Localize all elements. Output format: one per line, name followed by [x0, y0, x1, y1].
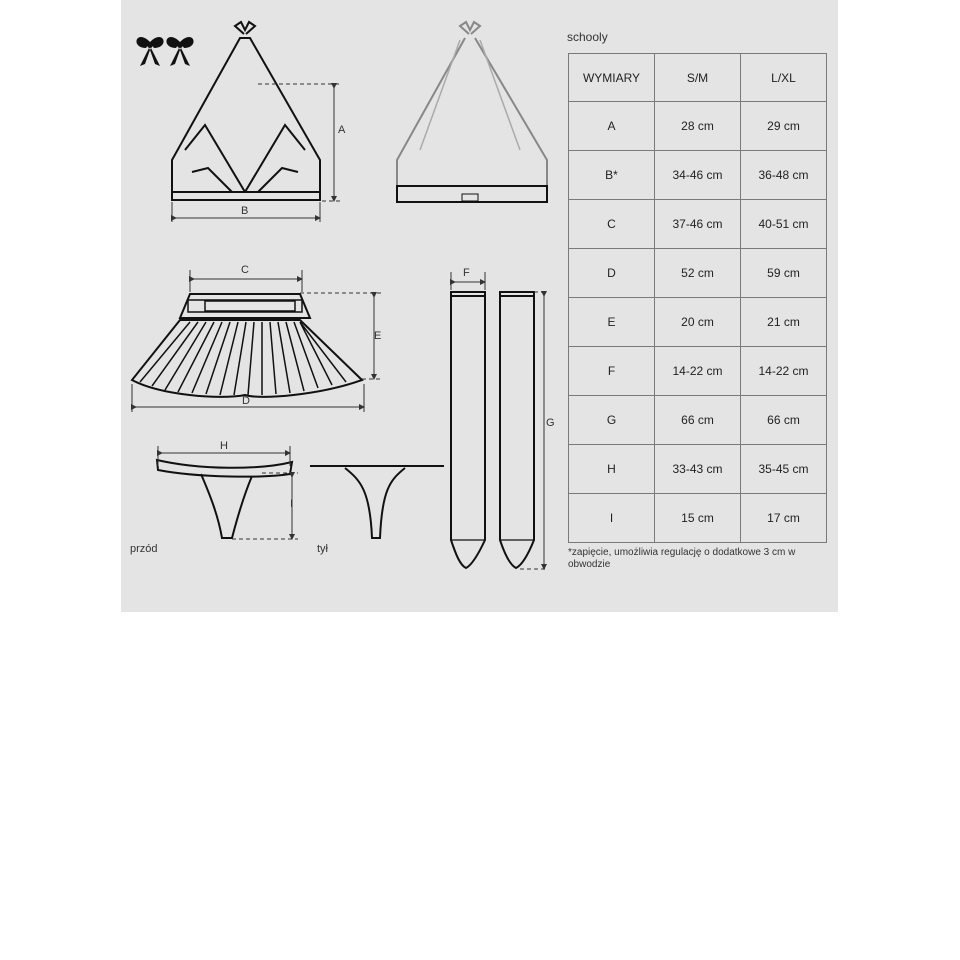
table-row: [569, 445, 827, 494]
label-h: H: [220, 440, 228, 452]
table-cell: 29 cm: [741, 102, 827, 151]
label-back: tył: [317, 543, 328, 555]
table-row: [569, 151, 827, 200]
table-cell: E: [569, 298, 655, 347]
table-cell: B*: [569, 151, 655, 200]
bow-icon: [166, 37, 193, 66]
table-cell: 33-43 cm: [655, 445, 741, 494]
table-row: [569, 494, 827, 543]
table-header-row: [569, 54, 827, 102]
table-row: [569, 298, 827, 347]
size-table: [568, 53, 827, 543]
table-cell: I: [569, 494, 655, 543]
product-name: schooly: [567, 30, 608, 44]
table-cell: 66 cm: [741, 396, 827, 445]
table-cell: C: [569, 200, 655, 249]
bow-icon: [136, 37, 163, 66]
table-row: [569, 200, 827, 249]
table-cell: 20 cm: [655, 298, 741, 347]
table-cell: 14-22 cm: [741, 347, 827, 396]
table-cell: 37-46 cm: [655, 200, 741, 249]
thong-back-drawing: [310, 466, 444, 538]
label-e: E: [374, 330, 382, 342]
table-header-cell: S/M: [655, 54, 741, 102]
label-d: D: [242, 395, 250, 407]
table-cell: 34-46 cm: [655, 151, 741, 200]
table-cell: 14-22 cm: [655, 347, 741, 396]
table-cell: 17 cm: [741, 494, 827, 543]
table-cell: 52 cm: [655, 249, 741, 298]
table-cell: 28 cm: [655, 102, 741, 151]
table-header-cell: WYMIARY: [569, 54, 655, 102]
top-back-band: [397, 186, 547, 202]
label-i: I: [290, 498, 294, 510]
table-row: [569, 102, 827, 151]
thong-front-drawing: [157, 460, 292, 538]
table-cell: 15 cm: [655, 494, 741, 543]
table-row: [569, 396, 827, 445]
table-cell: 66 cm: [655, 396, 741, 445]
table-cell: 36-48 cm: [741, 151, 827, 200]
label-f: F: [463, 267, 470, 279]
table-header-cell: L/XL: [741, 54, 827, 102]
table-row: [569, 347, 827, 396]
table-cell: F: [569, 347, 655, 396]
skirt-drawing: [132, 294, 362, 397]
table-cell: A: [569, 102, 655, 151]
label-c: C: [241, 264, 249, 276]
stocking-right-drawing: [500, 292, 534, 568]
label-b: B: [241, 205, 249, 217]
dimension-e: [300, 293, 382, 379]
label-a: A: [338, 124, 346, 136]
top-front-drawing: [172, 22, 320, 200]
table-cell: D: [569, 249, 655, 298]
table-cell: 40-51 cm: [741, 200, 827, 249]
footnote: *zapięcie, umożliwia regulację o dodatkowe 3 cm w obwodzie: [568, 547, 796, 570]
table-cell: 21 cm: [741, 298, 827, 347]
table-cell: H: [569, 445, 655, 494]
table-row: [569, 249, 827, 298]
table-cell: G: [569, 396, 655, 445]
top-back-drawing: [397, 22, 547, 185]
table-cell: 35-45 cm: [741, 445, 827, 494]
table-cell: 59 cm: [741, 249, 827, 298]
label-g: G: [546, 417, 555, 429]
label-front: przód: [130, 543, 158, 555]
stocking-left-drawing: [451, 292, 485, 568]
